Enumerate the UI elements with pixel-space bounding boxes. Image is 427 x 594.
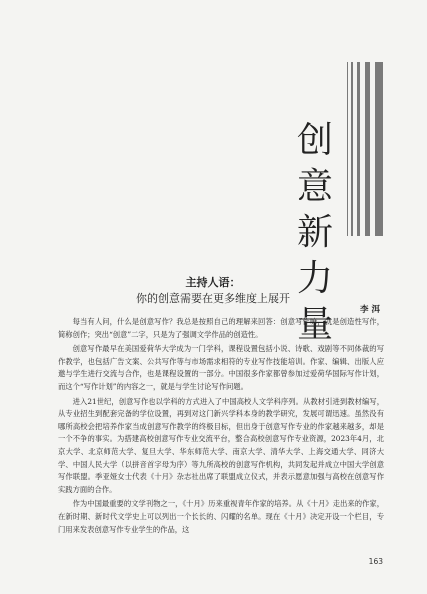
interview-header — [60, 275, 366, 307]
paragraph: 每当有人问，什么是创意写作？我总是按照自己的理解来回答：创意写作嘛，就是创造性写作，简称创作；突出“创意”二字，只是为了强调文学作品的创造性。 — [58, 317, 384, 339]
rule-line — [375, 62, 383, 236]
decorative-vertical-rules — [347, 62, 383, 236]
rule-line — [357, 62, 360, 236]
host-subheading: 你的创意需要在更多维度上展开 — [136, 292, 290, 305]
section-title: 创意新力量 — [296, 120, 333, 345]
body-text — [58, 316, 384, 538]
paragraph: 进入21世纪，创意写作也以学科的方式进入了中国高校人文学科序列。从教材引进到教材编写，从专业招生到配套完备的学位设置，再到对这门新兴学科本身的教学研究，发展可谓迅速。虽然没有哪所高校会把培养作家当成创意写作教学的终极目标，但出身于创意写作专业的作家越来越多，却是一个不争的事实。为搭建高校创意写作专业交流平台，整合高校创意写作专业资源，2023年4月，北京大学、北京师范大学、复旦大学、华东师范大学、南京大学、清华大学、上海交通大学、同济大学、中国人民大学（以拼音首字母为序）等九所高校的创意写作机构，共同发起并成立中国大学创意写作联盟。季亚娅女士代表《十月》杂志社出席了联盟成立仪式，并表示愿意加强与高校在创意写作实践方面的合作。 — [58, 396, 384, 494]
paragraph: 创意写作最早在美国爱荷华大学成为一门学科，课程设置包括小说、诗歌、戏剧等不同体裁的写作教学，也包括广告文案、公共写作等与市场需求相符的专业写作技能培训。作家、编辑、出版人应邀与学生进行交流与合作，也是课程设置的一部分。中国很多作家都曾参加过爱荷华国际写作计划，而这个“写作计划”的内容之一，就是与学生讨论写作问题。 — [58, 344, 384, 391]
host-heading: 主持人语： — [185, 276, 241, 289]
page-number: 163 — [368, 557, 383, 566]
author-name: 李洱 — [359, 305, 383, 315]
rule-line — [347, 62, 348, 236]
rule-line — [365, 62, 370, 236]
paragraph: 作为中国最重要的文学刊物之一，《十月》历来重视青年作家的培养。从《十月》走出来的作家，在新时期、新时代文学史上可以列出一个长长的、闪耀的名单。现在《十月》决定开设一个栏目，专门用来发表创意写作专业学生的作品，这 — [58, 499, 384, 534]
rule-line — [351, 62, 353, 236]
